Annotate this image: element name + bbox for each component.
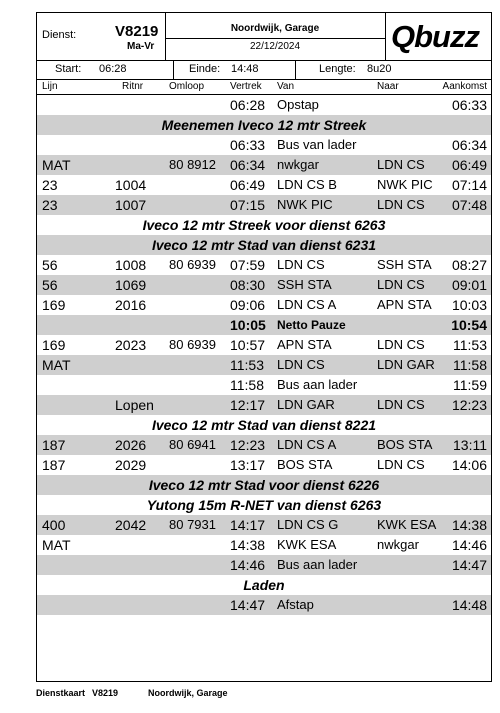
table-row xyxy=(37,435,491,455)
cell-naar: SSH STA xyxy=(377,257,432,272)
cell-ritnr: Lopen xyxy=(115,397,154,413)
cell-van: LDN CS xyxy=(277,257,325,272)
cell-lijn: MAT xyxy=(42,357,71,373)
logo-block xyxy=(385,13,491,60)
cell-van: LDN GAR xyxy=(277,397,335,412)
divider xyxy=(165,38,385,39)
divider xyxy=(173,60,174,79)
cell-vertrek: 06:34 xyxy=(230,157,266,173)
col-ritnr: Ritnr xyxy=(122,81,144,92)
column-headers xyxy=(37,80,491,95)
cell-van: Afstap xyxy=(277,597,314,612)
dienst-label: Dienst: xyxy=(42,29,77,41)
cell-vertrek: 13:17 xyxy=(230,457,266,473)
section-title-text: Iveco 12 mtr Streek voor dienst 6263 xyxy=(142,217,386,233)
garage-name: Noordwijk, Garage xyxy=(230,23,320,34)
cell-naar: LDN CS xyxy=(377,277,425,292)
cell-naar: BOS STA xyxy=(377,437,433,452)
cell-naar: nwkgar xyxy=(377,537,419,552)
dienst-number: V8219 xyxy=(115,23,159,40)
cell-van: LDN CS A xyxy=(277,437,337,452)
col-omloop: Omloop xyxy=(169,81,205,92)
table-row xyxy=(37,455,491,475)
divider xyxy=(295,60,296,79)
cell-vertrek: 14:46 xyxy=(230,557,266,573)
section-title xyxy=(37,115,491,135)
cell-lijn: 187 xyxy=(42,437,66,453)
cell-aank: 14:06 xyxy=(451,457,487,473)
table-row xyxy=(37,395,491,415)
cell-aank: 06:33 xyxy=(451,97,487,113)
dienstkaart xyxy=(36,12,492,682)
table-row xyxy=(37,195,491,215)
cell-van: Bus aan lader xyxy=(277,557,358,572)
cell-lijn: 56 xyxy=(42,277,58,293)
cell-aank: 13:11 xyxy=(453,437,487,453)
cell-lijn: 23 xyxy=(42,177,58,193)
cell-naar: KWK ESA xyxy=(377,517,437,532)
cell-aank: 11:59 xyxy=(453,377,487,393)
table-row xyxy=(37,535,491,555)
cell-van: Bus van lader xyxy=(277,137,357,152)
cell-vertrek: 06:33 xyxy=(230,137,266,153)
section-title xyxy=(37,415,491,435)
cell-naar: NWK PIC xyxy=(377,177,433,192)
col-van: Van xyxy=(277,81,295,92)
card-header xyxy=(37,13,491,61)
table-row xyxy=(37,175,491,195)
footer-dienst: V8219 xyxy=(92,688,119,698)
cell-aank: 14:38 xyxy=(451,517,487,533)
cell-aank: 14:46 xyxy=(451,537,487,553)
cell-van: Netto Pauze xyxy=(277,318,346,332)
cell-van: LDN CS A xyxy=(277,297,337,312)
cell-aank: 09:01 xyxy=(451,277,487,293)
start-time: 06:28 xyxy=(99,63,127,75)
cell-omloop: 80 6939 xyxy=(169,337,216,352)
cell-lijn: MAT xyxy=(42,537,71,553)
cell-vertrek: 10:05 xyxy=(230,317,266,333)
col-lijn: Lijn xyxy=(42,81,58,92)
section-title-text: Iveco 12 mtr Stad voor dienst 6226 xyxy=(148,477,380,493)
table-row xyxy=(37,555,491,575)
cell-vertrek: 14:47 xyxy=(230,597,266,613)
cell-naar: LDN CS xyxy=(377,157,425,172)
table-row xyxy=(37,135,491,155)
cell-ritnr: 2029 xyxy=(115,457,147,473)
cell-vertrek: 07:15 xyxy=(230,197,266,213)
cell-ritnr: 1008 xyxy=(115,257,147,273)
table-row xyxy=(37,155,491,175)
cell-omloop: 80 6939 xyxy=(169,257,216,272)
cell-aank: 10:54 xyxy=(451,317,487,333)
cell-naar: LDN CS xyxy=(377,337,425,352)
table-row xyxy=(37,595,491,615)
section-title-text: Iveco 12 mtr Stad van dienst 8221 xyxy=(151,417,377,433)
cell-lijn: 56 xyxy=(42,257,58,273)
cell-vertrek: 11:58 xyxy=(230,377,264,393)
cell-van: Opstap xyxy=(277,97,319,112)
cell-van: LDN CS B xyxy=(277,177,337,192)
section-title-text: Iveco 12 mtr Stad van dienst 6231 xyxy=(151,237,377,253)
einde-label: Einde: xyxy=(189,63,221,75)
section-title-text: Yutong 15m R-NET van dienst 6263 xyxy=(146,497,382,513)
location-block xyxy=(165,13,386,60)
cell-vertrek: 06:28 xyxy=(230,97,266,113)
table-row xyxy=(37,335,491,355)
cell-naar: LDN CS xyxy=(377,457,425,472)
cell-aank: 11:58 xyxy=(453,357,487,373)
time-bar xyxy=(37,60,491,80)
cell-van: BOS STA xyxy=(277,457,333,472)
cell-lijn: 23 xyxy=(42,197,58,213)
cell-aank: 08:27 xyxy=(451,257,487,273)
cell-ritnr: 1069 xyxy=(115,277,147,293)
table-row xyxy=(37,95,491,115)
cell-omloop: 80 6941 xyxy=(169,437,216,452)
cell-van: SSH STA xyxy=(277,277,332,292)
dienst-days: Ma-Vr xyxy=(127,41,155,52)
pause-row xyxy=(37,315,491,335)
section-title xyxy=(37,575,491,595)
cell-van: APN STA xyxy=(277,337,332,352)
cell-aank: 07:14 xyxy=(451,177,487,193)
cell-aank: 12:23 xyxy=(451,397,487,413)
section-title-text: Laden xyxy=(243,577,285,593)
cell-ritnr: 2023 xyxy=(115,337,147,353)
cell-ritnr: 1004 xyxy=(115,177,147,193)
cell-naar: LDN GAR xyxy=(377,357,435,372)
table-row xyxy=(37,375,491,395)
section-title xyxy=(37,475,491,495)
cell-aank: 07:48 xyxy=(451,197,487,213)
cell-aank: 14:47 xyxy=(451,557,487,573)
cell-vertrek: 12:17 xyxy=(230,397,266,413)
col-naar: Naar xyxy=(377,81,399,92)
cell-aank: 11:53 xyxy=(453,337,487,353)
cell-aank: 10:03 xyxy=(451,297,487,313)
cell-vertrek: 07:59 xyxy=(230,257,266,273)
date: 22/12/2024 xyxy=(249,41,301,52)
cell-omloop: 80 8912 xyxy=(169,157,216,172)
cell-lijn: MAT xyxy=(42,157,71,173)
cell-lijn: 400 xyxy=(42,517,66,533)
table-row xyxy=(37,515,491,535)
col-vertrek: Vertrek xyxy=(230,81,262,92)
section-title xyxy=(37,235,491,255)
cell-aank: 06:49 xyxy=(451,157,487,173)
cell-lijn: 169 xyxy=(42,337,66,353)
cell-lijn: 187 xyxy=(42,457,66,473)
section-title-text: Meenemen Iveco 12 mtr Streek xyxy=(161,117,367,133)
lengte-label: Lengte: xyxy=(319,63,356,75)
cell-naar: APN STA xyxy=(377,297,432,312)
cell-ritnr: 2026 xyxy=(115,437,147,453)
cell-vertrek: 08:30 xyxy=(230,277,266,293)
cell-van: LDN CS xyxy=(277,357,325,372)
cell-van: NWK PIC xyxy=(277,197,333,212)
cell-vertrek: 09:06 xyxy=(230,297,266,313)
cell-van: nwkgar xyxy=(277,157,319,172)
table-row xyxy=(37,255,491,275)
cell-vertrek: 14:38 xyxy=(230,537,266,553)
cell-ritnr: 1007 xyxy=(115,197,147,213)
cell-van: LDN CS G xyxy=(277,517,339,532)
einde-time: 14:48 xyxy=(231,63,259,75)
cell-van: KWK ESA xyxy=(277,537,337,552)
cell-ritnr: 2016 xyxy=(115,297,147,313)
start-label: Start: xyxy=(55,63,82,75)
section-title xyxy=(37,215,491,235)
cell-naar: LDN CS xyxy=(377,397,425,412)
cell-vertrek: 10:57 xyxy=(230,337,266,353)
table-row xyxy=(37,295,491,315)
footer-label: Dienstkaart xyxy=(36,688,86,698)
cell-omloop: 80 7931 xyxy=(169,517,216,532)
qbuzz-logo: Qbuzz xyxy=(391,19,479,54)
cell-naar: LDN CS xyxy=(377,197,425,212)
cell-aank: 14:48 xyxy=(451,597,487,613)
cell-vertrek: 14:17 xyxy=(230,517,266,533)
cell-ritnr: 2042 xyxy=(115,517,147,533)
cell-vertrek: 12:23 xyxy=(230,437,266,453)
cell-lijn: 169 xyxy=(42,297,66,313)
col-aankomst: Aankomst xyxy=(442,81,487,92)
cell-vertrek: 06:49 xyxy=(230,177,266,193)
table-row xyxy=(37,275,491,295)
dienst-block xyxy=(37,13,166,60)
footer-garage: Noordwijk, Garage xyxy=(148,688,228,698)
cell-vertrek: 11:53 xyxy=(230,357,264,373)
lengte-value: 8u20 xyxy=(367,63,392,75)
cell-aank: 06:34 xyxy=(451,137,487,153)
table-row xyxy=(37,355,491,375)
cell-van: Bus aan lader xyxy=(277,377,358,392)
section-title xyxy=(37,495,491,515)
schedule-rows xyxy=(37,95,491,615)
